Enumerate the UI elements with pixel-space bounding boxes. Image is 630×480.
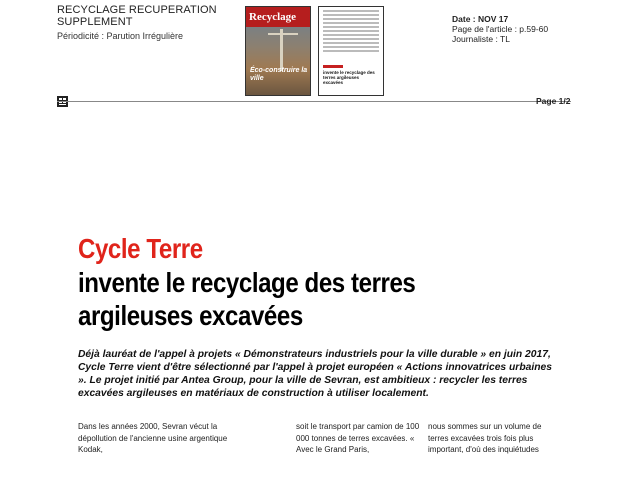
article-lead: Déjà lauréat de l'appel à projets « Démonstrateurs industriels pour la ville durable » en juin 2017, Cycle Terre vient d'être sélectionné par l'appel à projet européen « Actions innovatrices urbaines ». Le projet initié par Antea Group, pour la ville de Sevran, est ambitieux : recycler les terres excavées argileuses en matériaux de construction à utiliser localement. (78, 349, 552, 399)
article-column-2: soit le transport par camion de 100 000 tonnes de terres excavées. « Avec le Grand Paris, (296, 422, 420, 454)
article-journalist: Journaliste : TL (452, 34, 510, 44)
article-column-1: Dans les années 2000, Sevran vécut la dépollution de l'ancienne usine argentique Kodak, (78, 422, 228, 454)
thumbnail-text-line (323, 18, 379, 20)
article-pages: Page de l'article : p.59-60 (452, 24, 549, 34)
article-date: Date : NOV 17 (452, 14, 509, 24)
thumbnail-text-line (323, 38, 379, 40)
thumbnail-text-line (323, 26, 379, 28)
article-title-highlight: Cycle Terre (78, 233, 203, 264)
cover-masthead: Recyclage (246, 7, 310, 27)
magazine-cover-thumbnail (245, 6, 311, 96)
publication-title: RECYCLAGE RECUPERATION SUPPLEMENT (57, 4, 217, 28)
thumbnail-text-line (323, 34, 379, 36)
thumbnail-text-line (323, 22, 379, 24)
article-page-thumbnail (318, 6, 384, 96)
thumbnail-red-title (323, 65, 343, 68)
cover-crane-graphic (280, 29, 283, 71)
article-title: invente le recyclage des terres argileuses excavées (78, 267, 416, 331)
publication-header (57, 4, 237, 42)
thumbnail-text-line (323, 30, 379, 32)
cover-headline: Éco-construire la ville (250, 67, 308, 82)
thumbnail-text-line (323, 50, 379, 52)
thumbnail-text-line (323, 42, 379, 44)
page-number: Page 1/2 (536, 96, 571, 106)
article-meta (452, 14, 548, 44)
publication-periodicity: Périodicité : Parution Irrégulière (57, 31, 184, 41)
article-column-3: nous sommes sur un volume de terres excavées trois fois plus important, d'où des inquiétudes (428, 422, 542, 454)
thumbnail-text-line (323, 10, 379, 12)
thumbnail-text-line (323, 46, 379, 48)
header-divider (57, 101, 571, 102)
thumbnail-text-line (323, 14, 379, 16)
thumbnail-headline: invente le recyclage des terres argileuses excavées (323, 70, 375, 85)
cover-crane-arm-graphic (268, 33, 298, 35)
